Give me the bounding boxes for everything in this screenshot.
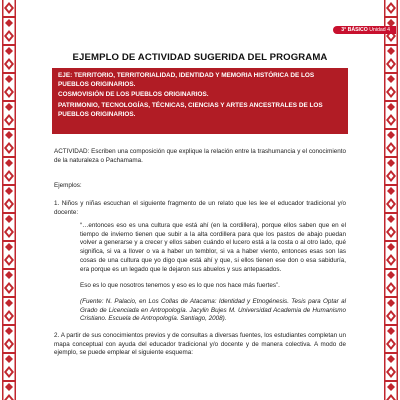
quote-paragraph-2: Eso es lo que nosotros tenemos y eso es lo que nos hace más fuertes”. [80, 282, 280, 289]
axis-box [52, 68, 348, 134]
axis-line-2: COSMOVISIÓN DE LOS PUEBLOS ORIGINARIOS. [58, 91, 209, 99]
axis-line-1: EJE: TERRITORIO, TERRITORIALIDAD, IDENTIDAD Y MEMORIA HISTÓRICA DE LOS PUEBLOS ORIGINARIOS. [58, 72, 315, 88]
examples-label: Ejemplos: [54, 182, 82, 189]
page-title: EJEMPLO DE ACTIVIDAD SUGERIDA DEL PROGRAMA [72, 52, 328, 63]
grade-unit-badge [333, 26, 396, 34]
axis-line-3: PATRIMONIO, TECNOLOGÍAS, TÉCNICAS, CIENCIAS Y ARTES ANCESTRALES DE LOS PUEBLOS ORIGINARIOS. [58, 102, 323, 118]
quote-source: (Fuente: N. Palacio, en Los Collas de Atacama: Identidad y Etnogénesis. Tesis para Optar al Grado de Licenciada en Antropología. Jacylin Bujes M. Universidad Academia de Humanismo Cristiano. Escuela de Antropología. Santiago, 2008). [80, 298, 346, 323]
unit-label: Unidad 4 [369, 27, 390, 33]
grade-label: 3° BÁSICO [341, 27, 368, 33]
activity-text: ACTIVIDAD: Escriben una composición que explique la relación entre la trashumancia y el conocimiento de la naturaleza o Pachamama. [54, 148, 346, 164]
item-1: 1. Niños y niñas escuchan el siguiente fragmento de un relato que les lee el educador tradicional y/o docente: [54, 200, 346, 216]
item-2: 2. A partir de sus conocimientos previos y de consultas a diversas fuentes, los estudiantes completan un mapa conceptual con ayuda del educador tradicional y/o docente y de manera colectiva. A modo de ejemplo, se puede emplear el siguiente esquema: [54, 332, 346, 357]
quote-paragraph-1: “…entonces eso es una cultura que está ahí (en la cordillera), porque ellos saben que en el tiempo de invierno tienen que subir a la alta cordillera para que los pastos de abajo puedan volver a generarse y a crecer y ellos saben cuándo el lucero está a la costa o al otro lado, qué significa, si va a llover o va a haber un temblor, si va a haber viento, entonces esas son las cosas de una cultura que yo digo que está ahí y que, si ellos tienen ese don o esa sabiduría, era porque es un legado que le dejaron sus abuelos y sus antepasados. [80, 222, 346, 273]
